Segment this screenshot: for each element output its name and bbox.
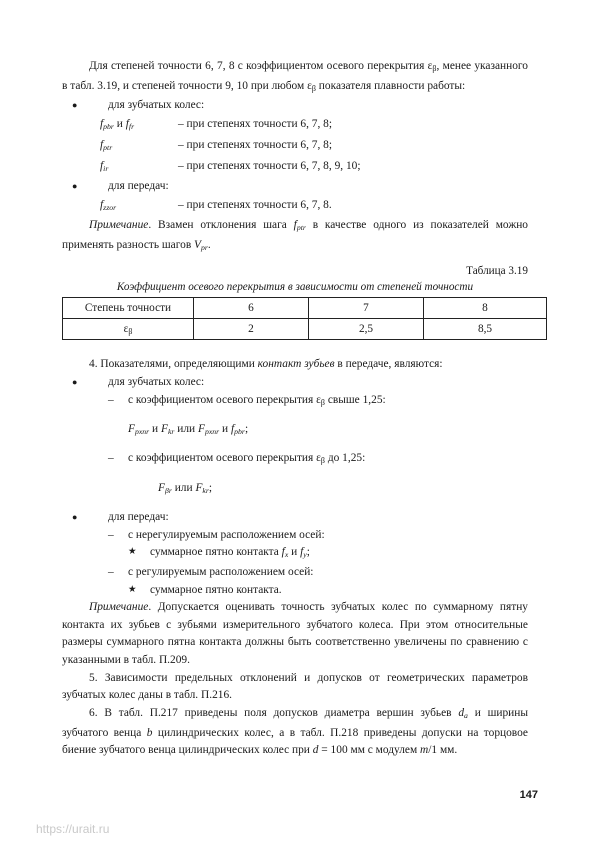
symbol-f1: f bbox=[281, 546, 285, 559]
sub-list-text-b: свыше 1,25: bbox=[324, 393, 386, 406]
symbol-F2: F bbox=[160, 423, 168, 436]
symbol-F2: F bbox=[195, 481, 203, 494]
formula-symbol bbox=[100, 136, 178, 157]
bullet-icon: ● bbox=[72, 100, 78, 111]
sub-list-text: с нерегулируемым расположением осей: bbox=[128, 528, 325, 541]
symbol-F1: F bbox=[128, 423, 135, 436]
note-symbol-subscript: ptr bbox=[296, 223, 306, 233]
star-icon: ★ bbox=[128, 547, 137, 558]
formula-description: – при степенях точности 6, 7, 8; bbox=[178, 117, 333, 130]
symbol-F1-subscript: βr bbox=[164, 486, 172, 496]
page-number: 147 bbox=[519, 789, 538, 801]
conjunction: и bbox=[288, 546, 301, 559]
item-4-emphasis: контакт зубьев bbox=[257, 358, 335, 371]
item-6-text-e: /1 мм. bbox=[428, 744, 458, 757]
table-row-header: Степень точности bbox=[63, 298, 194, 319]
list-item-label: для зубчатых колес: bbox=[108, 99, 205, 112]
conjunction-1: и bbox=[149, 423, 161, 436]
table-cell: 8 bbox=[424, 298, 547, 319]
table-number: Таблица 3.19 bbox=[466, 265, 528, 278]
table-cell: 2,5 bbox=[309, 319, 424, 340]
formula-description: – при степенях точности 6, 7, 8, 9, 10; bbox=[178, 160, 361, 173]
sub-list-item bbox=[62, 527, 528, 545]
list-item-gear-wheels-2 bbox=[62, 374, 528, 392]
symbol-f4-subscript: pbr bbox=[234, 427, 245, 437]
sub-list-text: с регулируемым расположением осей: bbox=[128, 566, 314, 579]
symbol-subscript: zzor bbox=[103, 202, 117, 212]
epsilon-subscript: β bbox=[128, 326, 133, 336]
sub-sub-list-item bbox=[62, 544, 528, 564]
symbol-subscript: ptr bbox=[103, 143, 113, 153]
item-6-text-d: = 100 мм с модулем bbox=[318, 744, 421, 757]
formula-line bbox=[62, 418, 528, 443]
intro-paragraph bbox=[62, 58, 528, 97]
intro-sub-2: β bbox=[311, 83, 316, 93]
formula-terminator: ; bbox=[244, 423, 249, 436]
bullet-icon: ● bbox=[72, 377, 78, 388]
note-text-a: . Взамен отклонения шага bbox=[148, 218, 294, 231]
symbol-f2-subscript: y bbox=[303, 550, 307, 560]
table-cell: 8,5 bbox=[424, 319, 547, 340]
symbol-f2: f bbox=[300, 546, 304, 559]
note-symbol-v: V bbox=[194, 238, 202, 251]
symbol-b: b bbox=[146, 726, 153, 739]
list-item-gear-wheels bbox=[62, 97, 528, 115]
note-text-c: . bbox=[207, 238, 211, 251]
symbol-F2-subscript: kr bbox=[202, 486, 209, 496]
symbol-conjunction: и bbox=[113, 117, 126, 130]
sub-list-subscript: β bbox=[320, 397, 325, 407]
list-item-label: для передач: bbox=[108, 180, 169, 193]
note-title: Примечание bbox=[89, 218, 149, 231]
page-content bbox=[62, 58, 528, 760]
sub-list-subscript: β bbox=[320, 456, 325, 466]
table-cell: 7 bbox=[309, 298, 424, 319]
conjunction-2: и bbox=[219, 423, 231, 436]
note-symbol-f: f bbox=[293, 218, 297, 231]
symbol-subscript: ir bbox=[103, 164, 109, 174]
symbol-f4: f bbox=[230, 423, 235, 436]
formula-symbol bbox=[100, 157, 178, 178]
symbol-f2: f bbox=[125, 117, 129, 130]
table-row bbox=[63, 319, 547, 340]
spacer bbox=[62, 443, 528, 450]
symbol-F2-subscript: kr bbox=[167, 427, 175, 437]
item-4-text-b: в передаче, являются: bbox=[334, 358, 443, 371]
symbol-m: m bbox=[420, 744, 429, 757]
table-caption: Коэффициент осевого перекрытия в зависимости от степеней точности bbox=[116, 281, 474, 294]
symbol-subscript2: fr bbox=[128, 121, 135, 131]
watermark: https://urait.ru bbox=[36, 822, 110, 836]
formula-row bbox=[62, 136, 528, 157]
star-text: суммарное пятно контакта bbox=[150, 546, 282, 559]
disjunction: или bbox=[171, 481, 196, 494]
symbol-F1: F bbox=[158, 481, 165, 494]
formula-row bbox=[62, 196, 528, 217]
sub-list-text-b: до 1,25: bbox=[324, 452, 366, 465]
formula-symbol bbox=[100, 196, 178, 217]
formula-terminator: ; bbox=[208, 481, 213, 494]
item-5-paragraph: 5. Зависимости предельных отклонений и допусков от геометрических параметров зубчатых колес даны в табл. П.216. bbox=[62, 671, 528, 702]
sub-list-text-a: с коэффициентом осевого перекрытия ε bbox=[128, 393, 321, 406]
table-cell: 6 bbox=[194, 298, 309, 319]
item-6-paragraph bbox=[62, 705, 528, 760]
accuracy-coefficient-table bbox=[62, 297, 547, 340]
item-6-text-b: и ширины зубчатого венца bbox=[62, 706, 528, 739]
table-row-header bbox=[63, 319, 194, 340]
formula-row bbox=[62, 115, 528, 136]
bullet-icon: ● bbox=[72, 181, 78, 192]
symbol-subscript: pbr bbox=[103, 121, 114, 131]
symbol-f: f bbox=[100, 117, 104, 130]
item-6-text-a: 6. В табл. П.217 приведены поля допусков диаметра вершин зубьев bbox=[89, 706, 459, 719]
dash-icon: – bbox=[108, 393, 114, 406]
table-row bbox=[63, 298, 547, 319]
formula-row bbox=[62, 157, 528, 178]
formula-symbol bbox=[100, 115, 178, 136]
spacer bbox=[62, 340, 528, 356]
formula-description: – при степенях точности 6, 7, 8. bbox=[178, 198, 332, 211]
symbol-d: d bbox=[458, 706, 465, 719]
symbol-f: f bbox=[100, 160, 104, 173]
sub-list-text-a: с коэффициентом осевого перекрытия ε bbox=[128, 452, 321, 465]
sub-list-item bbox=[62, 564, 528, 582]
symbol-d2: d bbox=[312, 744, 319, 757]
dash-icon: – bbox=[108, 452, 114, 465]
formula-line bbox=[62, 477, 528, 502]
intro-sub-1: β bbox=[432, 63, 437, 73]
spacer bbox=[62, 470, 528, 477]
item-4-text-a: 4. Показателями, определяющими bbox=[89, 358, 258, 371]
epsilon-symbol: ε bbox=[123, 322, 129, 335]
note-2-text: . Допускается оценивать точность зубчатых колес по суммарному пятну контакта их зубьев с зубьями измерительного зубчатого колеса. При этом относительные размеры суммарного пятна контакта должны быть соответственно увеличены по сравнению с указанными в табл. П.209. bbox=[62, 601, 528, 667]
disjunction: или bbox=[174, 423, 198, 436]
note-symbol-v-subscript: pr bbox=[201, 242, 208, 252]
symbol-f: f bbox=[100, 138, 104, 151]
list-item-transmissions-2 bbox=[62, 509, 528, 527]
star-text: суммарное пятно контакта. bbox=[150, 583, 282, 596]
item-4-paragraph bbox=[62, 356, 528, 374]
bullet-icon: ● bbox=[72, 512, 78, 523]
formula-terminator: ; bbox=[306, 546, 310, 559]
list-item-transmissions bbox=[62, 178, 528, 196]
symbol-F1-subscript: pxnr bbox=[134, 427, 150, 437]
spacer bbox=[62, 502, 528, 509]
list-item-label: для зубчатых колес: bbox=[108, 376, 205, 389]
list-item-label: для передач: bbox=[108, 511, 169, 524]
symbol-f: f bbox=[100, 198, 104, 211]
symbol-F3: F bbox=[198, 423, 205, 436]
symbol-F3-subscript: pxnr bbox=[204, 427, 220, 437]
item-6-text-c: цилиндрических колес, а в табл. П.218 приведены допуски на торцовое биение зубчатого венца цилиндрических колес при bbox=[62, 726, 528, 757]
sub-sub-list-item bbox=[62, 582, 528, 600]
symbol-d-subscript: a bbox=[464, 710, 468, 720]
intro-text-2: , менее указанного в табл. 3.19, и степеней точности 9, 10 при любом ε bbox=[62, 60, 528, 92]
symbol-f1-subscript: x bbox=[284, 550, 289, 560]
note-text-b: в качестве одного из показателей можно применять разность шагов bbox=[62, 218, 528, 251]
sub-list-item bbox=[62, 450, 528, 470]
table-cell: 2 bbox=[194, 319, 309, 340]
formula-description: – при степенях точности 6, 7, 8; bbox=[178, 138, 333, 151]
intro-text-1: Для степеней точности 6, 7, 8 с коэффициентом осевого перекрытия ε bbox=[89, 60, 433, 72]
intro-text-3: показателя плавности работы: bbox=[315, 79, 466, 92]
note-2-paragraph bbox=[62, 599, 528, 669]
note-2-title: Примечание bbox=[89, 601, 149, 614]
spacer bbox=[62, 411, 528, 418]
dash-icon: – bbox=[108, 528, 114, 541]
sub-list-item bbox=[62, 392, 528, 412]
note-paragraph bbox=[62, 217, 528, 257]
star-icon: ★ bbox=[128, 584, 137, 595]
dash-icon: – bbox=[108, 566, 114, 579]
